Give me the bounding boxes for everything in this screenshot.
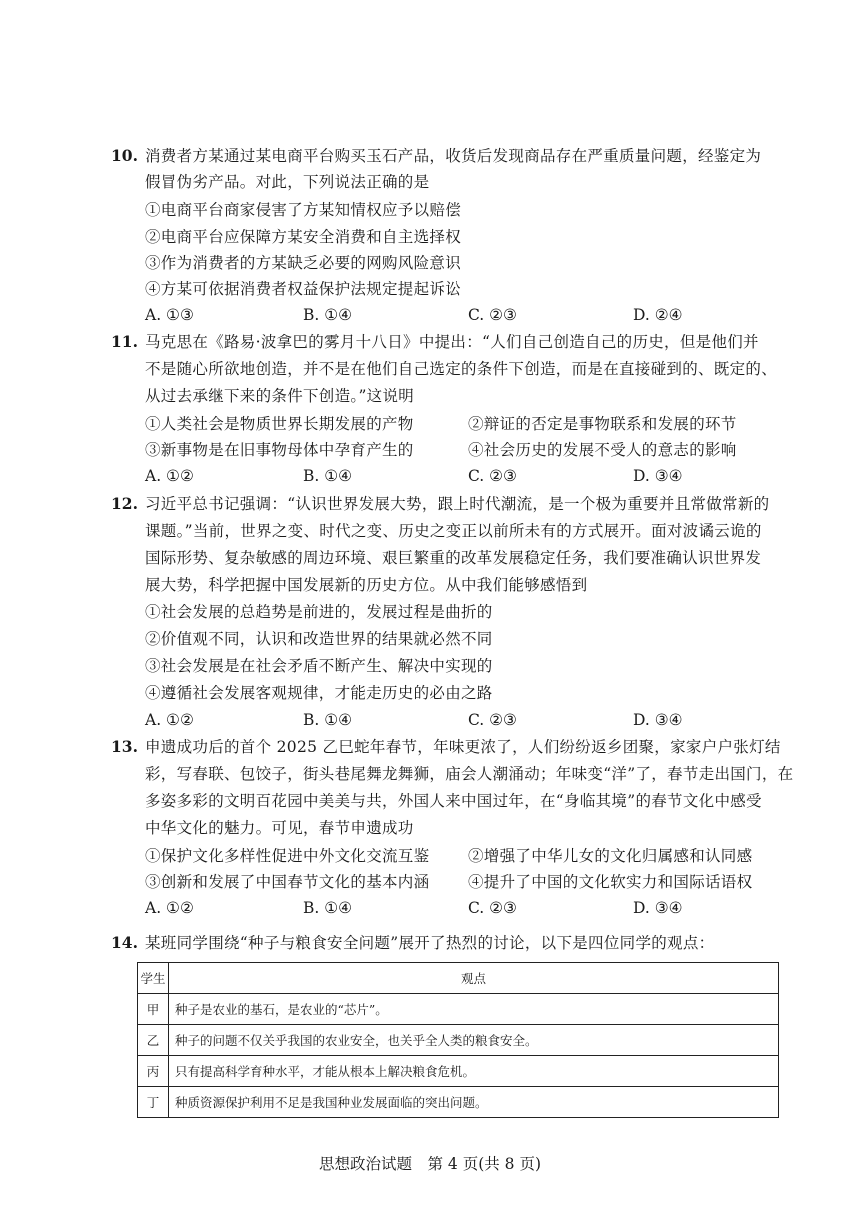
question-13-stem-line-3: 多姿多彩的文明百花园中美美与共，外国人来中国过年，在“身临其境”的春节文化中感受 (145, 792, 762, 810)
option-d[interactable]: D. ③④ (633, 899, 683, 917)
question-13-statement-3: ③创新和发展了中国春节文化的基本内涵 (145, 873, 430, 891)
question-10-options (145, 305, 765, 325)
question-14-number: 14. (111, 933, 138, 952)
table-row (138, 1025, 779, 1056)
question-12-stem-line-3: 国际形势、复杂敏感的周边环境、艰巨繁重的改革发展稳定任务，我们要准确认识世界发 (145, 549, 762, 567)
question-13-statement-1: ①保护文化多样性促进中外文化交流互鉴 (145, 847, 430, 865)
view-cell: 只有提高科学育种水平，才能从根本上解决粮食危机。 (169, 1056, 779, 1087)
question-11-stem-line-3: 从过去承继下来的条件下创造。”这说明 (145, 387, 415, 405)
option-c[interactable]: C. ②③ (468, 467, 517, 485)
option-c[interactable]: C. ②③ (468, 306, 517, 324)
question-12-statement-2: ②价值观不同，认识和改造世界的结果就必然不同 (145, 630, 493, 648)
option-d[interactable]: D. ③④ (633, 711, 683, 729)
option-b[interactable]: B. ①④ (303, 467, 353, 485)
view-cell: 种子的问题不仅关乎我国的农业安全，也关乎全人类的粮食安全。 (169, 1025, 779, 1056)
student-cell: 乙 (138, 1025, 169, 1056)
question-11-statement-3: ③新事物是在旧事物母体中孕育产生的 (145, 441, 414, 459)
question-13-statement-4: ④提升了中国的文化软实力和国际话语权 (468, 873, 753, 891)
question-10-stem-line-1: 消费者方某通过某电商平台购买玉石产品，收货后发现商品存在严重质量问题，经鉴定为 (145, 147, 762, 165)
question-12-stem-line-1: 习近平总书记强调：“认识世界发展大势，跟上时代潮流，是一个极为重要并且常做常新的 (145, 495, 770, 513)
question-13-stem-line-4: 中华文化的魅力。可见，春节申遗成功 (145, 819, 414, 837)
question-13-number: 13. (111, 737, 138, 756)
question-11-stem-line-2: 不是随心所欲地创造，并不是在他们自己选定的条件下创造，而是在直接碰到的、既定的、 (145, 360, 778, 378)
question-11-statement-4: ④社会历史的发展不受人的意志的影响 (468, 441, 737, 459)
question-11-number: 11. (111, 332, 138, 351)
question-10-number: 10. (111, 146, 138, 165)
question-10-stem-line-2: 假冒伪劣产品。对此，下列说法正确的是 (145, 173, 430, 191)
question-13-statement-2: ②增强了中华儿女的文化归属感和认同感 (468, 847, 753, 865)
option-d[interactable]: D. ②④ (633, 306, 683, 324)
question-14-stem-line-1: 某班同学围绕“种子与粮食安全问题”展开了热烈的讨论，以下是四位同学的观点： (145, 934, 715, 952)
table-row (138, 1087, 779, 1118)
option-a[interactable]: A. ①③ (145, 306, 194, 324)
option-d[interactable]: D. ③④ (633, 467, 683, 485)
option-b[interactable]: B. ①④ (303, 899, 353, 917)
question-10-statement-2: ②电商平台应保障方某安全消费和自主选择权 (145, 228, 462, 246)
student-cell: 丁 (138, 1087, 169, 1118)
question-12-stem-line-2: 课题。”当前，世界之变、时代之变、历史之变正以前所未有的方式展开。面对波谲云诡的 (145, 522, 762, 540)
student-views-table (137, 962, 779, 1118)
page-footer: 思想政治试题 第 4 页(共 8 页) (318, 1155, 542, 1173)
question-12-statement-1: ①社会发展的总趋势是前进的，发展过程是曲折的 (145, 603, 493, 621)
question-13-options (145, 898, 765, 918)
option-b[interactable]: B. ①④ (303, 711, 353, 729)
question-12-statement-3: ③社会发展是在社会矛盾不断产生、解决中实现的 (145, 657, 493, 675)
option-a[interactable]: A. ①② (145, 467, 194, 485)
question-12-number: 12. (111, 494, 138, 513)
student-cell: 甲 (138, 994, 169, 1025)
question-12-options (145, 710, 765, 730)
option-c[interactable]: C. ②③ (468, 711, 517, 729)
table-row (138, 994, 779, 1025)
header-student: 学生 (138, 963, 169, 994)
table-row (138, 1056, 779, 1087)
question-12-statement-4: ④遵循社会发展客观规律，才能走历史的必由之路 (145, 684, 493, 702)
question-11-options (145, 466, 765, 486)
question-11-stem-line-1: 马克思在《路易·波拿巴的雾月十八日》中提出：“人们自己创造自己的历史，但是他们并 (145, 333, 759, 351)
question-13-stem-line-2: 彩，写春联、包饺子，街头巷尾舞龙舞狮，庙会人潮涌动；年味变“洋”了，春节走出国门，在 (145, 765, 794, 783)
question-11-statement-1: ①人类社会是物质世界长期发展的产物 (145, 415, 414, 433)
question-11-statement-2: ②辩证的否定是事物联系和发展的环节 (468, 415, 737, 433)
question-13-stem-line-1: 申遗成功后的首个 2025 乙巳蛇年春节，年味更浓了，人们纷纷返乡团聚，家家户户张灯结 (145, 738, 781, 756)
header-view: 观点 (169, 963, 779, 994)
student-cell: 丙 (138, 1056, 169, 1087)
question-10-statement-3: ③作为消费者的方某缺乏必要的网购风险意识 (145, 254, 462, 272)
table-header-row (138, 963, 779, 994)
view-cell: 种质资源保护利用不足是我国种业发展面临的突出问题。 (169, 1087, 779, 1118)
question-12-stem-line-4: 展大势，科学把握中国发展新的历史方位。从中我们能够感悟到 (145, 576, 588, 594)
option-a[interactable]: A. ①② (145, 711, 194, 729)
option-c[interactable]: C. ②③ (468, 899, 517, 917)
question-10-statement-4: ④方某可依据消费者权益保护法规定提起诉讼 (145, 280, 462, 298)
view-cell: 种子是农业的基石，是农业的“芯片”。 (169, 994, 779, 1025)
option-b[interactable]: B. ①④ (303, 306, 353, 324)
question-10-statement-1: ①电商平台商家侵害了方某知情权应予以赔偿 (145, 201, 462, 219)
option-a[interactable]: A. ①② (145, 899, 194, 917)
